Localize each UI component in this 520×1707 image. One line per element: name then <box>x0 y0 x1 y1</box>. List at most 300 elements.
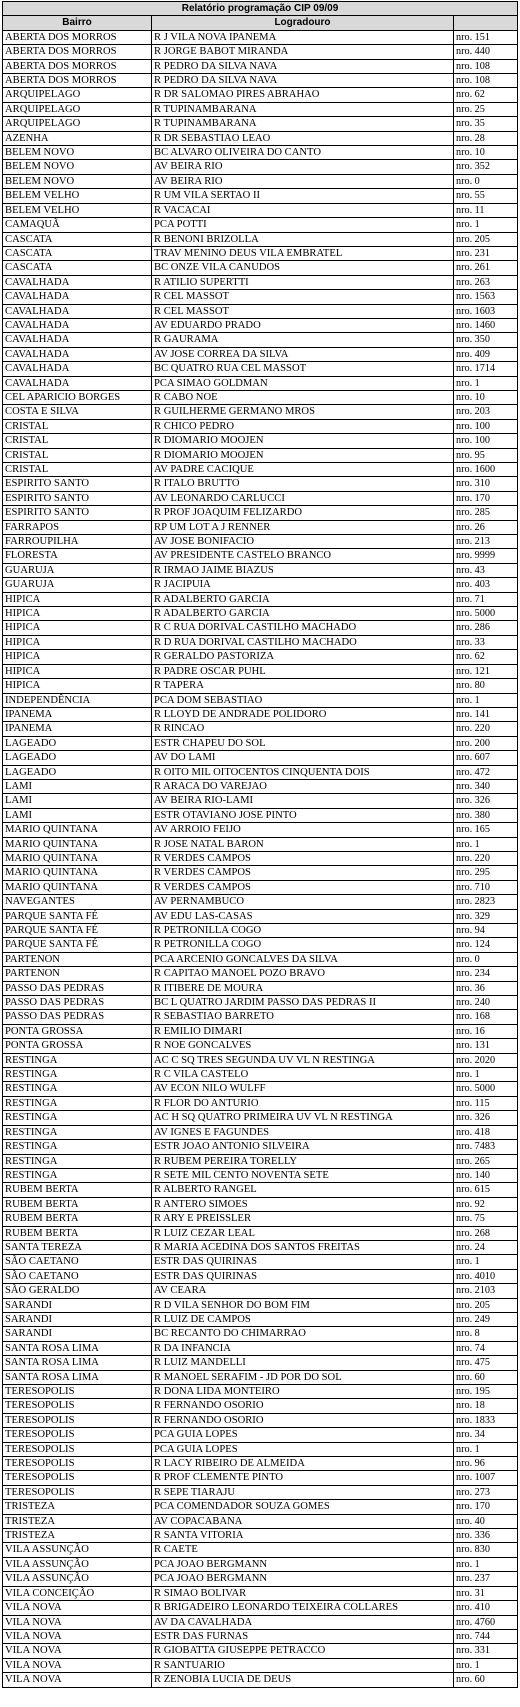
cell-bairro: HIPICA <box>3 607 152 621</box>
cell-numero: nro. 1 <box>454 218 518 232</box>
cell-numero: nro. 475 <box>454 1356 518 1370</box>
cell-numero: nro. 200 <box>454 736 518 750</box>
cell-logradouro: R ITALO BRUTTO <box>152 477 454 491</box>
cell-numero: nro. 2823 <box>454 895 518 909</box>
cell-bairro: RESTINGA <box>3 1111 152 1125</box>
table-row <box>3 218 518 232</box>
table-row <box>3 967 518 981</box>
cell-numero: nro. 273 <box>454 1485 518 1499</box>
cell-logradouro: PCA SIMAO GOLDMAN <box>152 376 454 390</box>
cell-numero: nro. 205 <box>454 1298 518 1312</box>
cell-bairro: FARROUPILHA <box>3 535 152 549</box>
table-row <box>3 635 518 649</box>
table-row <box>3 189 518 203</box>
cell-bairro: RESTINGA <box>3 1096 152 1110</box>
cell-numero: nro. 170 <box>454 1500 518 1514</box>
cell-bairro: CAVALHADA <box>3 318 152 332</box>
table-row <box>3 347 518 361</box>
table-row <box>3 1529 518 1543</box>
table-row <box>3 693 518 707</box>
table-row <box>3 1212 518 1226</box>
table-row <box>3 1644 518 1658</box>
table-row <box>3 880 518 894</box>
cell-bairro: LAMI <box>3 779 152 793</box>
cell-logradouro: R ADALBERTO GARCIA <box>152 592 454 606</box>
cell-logradouro: R DR SEBASTIAO LEAO <box>152 131 454 145</box>
cell-numero: nro. 213 <box>454 535 518 549</box>
cell-numero: nro. 409 <box>454 347 518 361</box>
cell-logradouro: R JOSE NATAL BARON <box>152 837 454 851</box>
cell-numero: nro. 5000 <box>454 607 518 621</box>
cell-logradouro: R SEBASTIAO BARRETO <box>152 1010 454 1024</box>
cell-logradouro: BC ALVARO OLIVEIRA DO CANTO <box>152 146 454 160</box>
cell-logradouro: R ITIBERE DE MOURA <box>152 981 454 995</box>
cell-logradouro: R IRMAO JAIME BIAZUS <box>152 563 454 577</box>
cell-bairro: PONTA GROSSA <box>3 1039 152 1053</box>
cell-numero: nro. 2020 <box>454 1053 518 1067</box>
cell-logradouro: R VERDES CAMPOS <box>152 851 454 865</box>
cell-logradouro: R RINCAO <box>152 722 454 736</box>
cell-logradouro: R CHICO PEDRO <box>152 419 454 433</box>
cell-numero: nro. 231 <box>454 246 518 260</box>
cell-logradouro: R PETRONILLA COGO <box>152 938 454 952</box>
cell-bairro: MARIO QUINTANA <box>3 837 152 851</box>
report-table <box>2 1 518 1688</box>
cell-numero: nro. 326 <box>454 794 518 808</box>
cell-logradouro: R LLOYD DE ANDRADE POLIDORO <box>152 707 454 721</box>
table-row <box>3 794 518 808</box>
cell-logradouro: R ADALBERTO GARCIA <box>152 607 454 621</box>
cell-numero: nro. 131 <box>454 1039 518 1053</box>
table-row <box>3 333 518 347</box>
table-row <box>3 1082 518 1096</box>
cell-bairro: BELEM VELHO <box>3 203 152 217</box>
cell-numero: nro. 9999 <box>454 549 518 563</box>
cell-numero: nro. 440 <box>454 45 518 59</box>
cell-numero: nro. 108 <box>454 59 518 73</box>
cell-logradouro: R MARIA ACEDINA DOS SANTOS FREITAS <box>152 1240 454 1254</box>
cell-logradouro: BC RECANTO DO CHIMARRAO <box>152 1327 454 1341</box>
cell-numero: nro. 26 <box>454 520 518 534</box>
cell-bairro: PARTENON <box>3 967 152 981</box>
table-row <box>3 1385 518 1399</box>
table-row <box>3 362 518 376</box>
cell-numero: nro. 1 <box>454 1557 518 1571</box>
table-row <box>3 246 518 260</box>
cell-logradouro: R ARACA DO VAREJAO <box>152 779 454 793</box>
cell-bairro: ABERTA DOS MORROS <box>3 45 152 59</box>
cell-numero: nro. 1 <box>454 1658 518 1672</box>
cell-logradouro: PCA COMENDADOR SOUZA GOMES <box>152 1500 454 1514</box>
cell-numero: nro. 195 <box>454 1385 518 1399</box>
cell-numero: nro. 310 <box>454 477 518 491</box>
cell-bairro: VILA ASSUNÇÃO <box>3 1557 152 1571</box>
cell-numero: nro. 1 <box>454 1068 518 1082</box>
table-row <box>3 59 518 73</box>
cell-bairro: ESPIRITO SANTO <box>3 477 152 491</box>
cell-numero: nro. 95 <box>454 448 518 462</box>
cell-numero: nro. 240 <box>454 996 518 1010</box>
table-row <box>3 203 518 217</box>
cell-numero: nro. 71 <box>454 592 518 606</box>
cell-logradouro: R JORGE BABOT MIRANDA <box>152 45 454 59</box>
cell-numero: nro. 403 <box>454 578 518 592</box>
table-row <box>3 1471 518 1485</box>
cell-logradouro: R GERALDO PASTORIZA <box>152 650 454 664</box>
table-row <box>3 1039 518 1053</box>
cell-numero: nro. 25 <box>454 102 518 116</box>
cell-bairro: COSTA E SILVA <box>3 405 152 419</box>
cell-logradouro: R GAURAMA <box>152 333 454 347</box>
cell-logradouro: R VERDES CAMPOS <box>152 866 454 880</box>
cell-logradouro: R D VILA SENHOR DO BOM FIM <box>152 1298 454 1312</box>
cell-numero: nro. 18 <box>454 1399 518 1413</box>
table-row <box>3 1457 518 1471</box>
cell-bairro: BELEM NOVO <box>3 146 152 160</box>
cell-bairro: HIPICA <box>3 679 152 693</box>
cell-bairro: TERESOPOLIS <box>3 1428 152 1442</box>
table-row <box>3 117 518 131</box>
cell-logradouro: R D RUA DORIVAL CASTILHO MACHADO <box>152 635 454 649</box>
cell-logradouro: R MANOEL SERAFIM - JD POR DO SOL <box>152 1370 454 1384</box>
cell-bairro: ABERTA DOS MORROS <box>3 74 152 88</box>
table-row <box>3 1096 518 1110</box>
cell-logradouro: AV LEONARDO CARLUCCI <box>152 491 454 505</box>
cell-numero: nro. 352 <box>454 160 518 174</box>
table-row <box>3 1356 518 1370</box>
cell-bairro: BELEM NOVO <box>3 174 152 188</box>
cell-bairro: SANTA ROSA LIMA <box>3 1341 152 1355</box>
table-row <box>3 491 518 505</box>
cell-logradouro: PCA JOAO BERGMANN <box>152 1557 454 1571</box>
cell-logradouro: R ZENOBIA LUCIA DE DEUS <box>152 1673 454 1687</box>
cell-numero: nro. 24 <box>454 1240 518 1254</box>
cell-logradouro: ESTR CHAPEU DO SOL <box>152 736 454 750</box>
cell-numero: nro. 80 <box>454 679 518 693</box>
cell-numero: nro. 7483 <box>454 1140 518 1154</box>
table-row <box>3 520 518 534</box>
cell-bairro: TERESOPOLIS <box>3 1385 152 1399</box>
cell-logradouro: R SIMAO BOLIVAR <box>152 1586 454 1600</box>
cell-bairro: LAGEADO <box>3 751 152 765</box>
table-row <box>3 131 518 145</box>
table-row <box>3 1168 518 1182</box>
cell-logradouro: AC C SQ TRES SEGUNDA UV VL N RESTINGA <box>152 1053 454 1067</box>
cell-numero: nro. 16 <box>454 1024 518 1038</box>
cell-bairro: VILA ASSUNÇÃO <box>3 1543 152 1557</box>
table-row <box>3 1514 518 1528</box>
table-row <box>3 275 518 289</box>
table-row <box>3 837 518 851</box>
cell-numero: nro. 31 <box>454 1586 518 1600</box>
cell-bairro: HIPICA <box>3 592 152 606</box>
cell-numero: nro. 1 <box>454 376 518 390</box>
cell-numero: nro. 35 <box>454 117 518 131</box>
table-row <box>3 1226 518 1240</box>
cell-logradouro: R EMILIO DIMARI <box>152 1024 454 1038</box>
cell-numero: nro. 220 <box>454 722 518 736</box>
table-row <box>3 405 518 419</box>
cell-numero: nro. 380 <box>454 808 518 822</box>
cell-numero: nro. 40 <box>454 1514 518 1528</box>
cell-bairro: AZENHA <box>3 131 152 145</box>
cell-logradouro: ESTR DAS QUIRINAS <box>152 1269 454 1283</box>
table-row <box>3 30 518 44</box>
cell-bairro: VILA NOVA <box>3 1601 152 1615</box>
cell-bairro: TERESOPOLIS <box>3 1471 152 1485</box>
cell-bairro: ARQUIPELAGO <box>3 102 152 116</box>
cell-numero: nro. 326 <box>454 1111 518 1125</box>
cell-logradouro: R PADRE OSCAR PUHL <box>152 664 454 678</box>
cell-numero: nro. 744 <box>454 1629 518 1643</box>
cell-bairro: FLORESTA <box>3 549 152 563</box>
cell-bairro: VILA NOVA <box>3 1673 152 1687</box>
cell-bairro: LAMI <box>3 794 152 808</box>
cell-numero: nro. 140 <box>454 1168 518 1182</box>
table-row <box>3 376 518 390</box>
cell-numero: nro. 62 <box>454 88 518 102</box>
cell-bairro: RUBEM BERTA <box>3 1183 152 1197</box>
table-row <box>3 563 518 577</box>
cell-bairro: CEL APARICIO BORGES <box>3 390 152 404</box>
cell-bairro: ARQUIPELAGO <box>3 117 152 131</box>
table-row <box>3 851 518 865</box>
table-row <box>3 535 518 549</box>
cell-numero: nro. 115 <box>454 1096 518 1110</box>
cell-numero: nro. 410 <box>454 1601 518 1615</box>
cell-logradouro: R VERDES CAMPOS <box>152 880 454 894</box>
cell-logradouro: AV ARROIO FEIJO <box>152 823 454 837</box>
cell-numero: nro. 10 <box>454 146 518 160</box>
cell-bairro: VILA NOVA <box>3 1644 152 1658</box>
cell-logradouro: R C RUA DORIVAL CASTILHO MACHADO <box>152 621 454 635</box>
cell-numero: nro. 0 <box>454 952 518 966</box>
cell-numero: nro. 265 <box>454 1154 518 1168</box>
cell-numero: nro. 43 <box>454 563 518 577</box>
cell-numero: nro. 615 <box>454 1183 518 1197</box>
cell-logradouro: R ALBERTO RANGEL <box>152 1183 454 1197</box>
table-row <box>3 1125 518 1139</box>
cell-bairro: SANTA TEREZA <box>3 1240 152 1254</box>
cell-bairro: HIPICA <box>3 664 152 678</box>
cell-numero: nro. 74 <box>454 1341 518 1355</box>
table-row <box>3 1183 518 1197</box>
table-row <box>3 88 518 102</box>
cell-numero: nro. 96 <box>454 1457 518 1471</box>
cell-numero: nro. 472 <box>454 765 518 779</box>
cell-numero: nro. 418 <box>454 1125 518 1139</box>
table-row <box>3 1399 518 1413</box>
table-row <box>3 895 518 909</box>
cell-numero: nro. 1714 <box>454 362 518 376</box>
table-row <box>3 1413 518 1427</box>
cell-logradouro: AV BEIRA RIO <box>152 174 454 188</box>
cell-logradouro: BC ONZE VILA CANUDOS <box>152 261 454 275</box>
table-row <box>3 232 518 246</box>
cell-logradouro: AV CEARA <box>152 1284 454 1298</box>
table-row <box>3 823 518 837</box>
cell-numero: nro. 36 <box>454 981 518 995</box>
cell-logradouro: ESTR JOAO ANTONIO SILVEIRA <box>152 1140 454 1154</box>
cell-numero: nro. 1 <box>454 1442 518 1456</box>
cell-bairro: SÃO CAETANO <box>3 1269 152 1283</box>
cell-numero: nro. 340 <box>454 779 518 793</box>
cell-logradouro: R TUPINAMBARANA <box>152 102 454 116</box>
cell-numero: nro. 1 <box>454 693 518 707</box>
cell-bairro: CAVALHADA <box>3 362 152 376</box>
cell-numero: nro. 220 <box>454 851 518 865</box>
cell-logradouro: AV ECON NILO WULFF <box>152 1082 454 1096</box>
cell-numero: nro. 60 <box>454 1673 518 1687</box>
cell-bairro: MARIO QUINTANA <box>3 866 152 880</box>
cell-numero: nro. 94 <box>454 924 518 938</box>
cell-bairro: CRISTAL <box>3 419 152 433</box>
cell-logradouro: AV JOSE BONIFACIO <box>152 535 454 549</box>
cell-numero: nro. 100 <box>454 419 518 433</box>
cell-numero: nro. 28 <box>454 131 518 145</box>
cell-bairro: FARRAPOS <box>3 520 152 534</box>
column-header-numero <box>454 16 518 30</box>
cell-logradouro: R SANTA VITORIA <box>152 1529 454 1543</box>
cell-bairro: VILA NOVA <box>3 1658 152 1672</box>
cell-logradouro: R FERNANDO OSORIO <box>152 1399 454 1413</box>
cell-bairro: VILA CONCEIÇÃO <box>3 1586 152 1600</box>
table-row <box>3 996 518 1010</box>
cell-logradouro: R GIOBATTA GIUSEPPE PETRACCO <box>152 1644 454 1658</box>
cell-logradouro: PCA ARCENIO GONCALVES DA SILVA <box>152 952 454 966</box>
cell-logradouro: R UM VILA SERTAO II <box>152 189 454 203</box>
cell-bairro: ABERTA DOS MORROS <box>3 59 152 73</box>
cell-numero: nro. 8 <box>454 1327 518 1341</box>
cell-bairro: LAGEADO <box>3 736 152 750</box>
report-title: Relatório programação CIP 09/09 <box>3 2 518 16</box>
header-row <box>3 16 518 30</box>
cell-logradouro: AV BEIRA RIO-LAMI <box>152 794 454 808</box>
table-row <box>3 621 518 635</box>
table-row <box>3 1557 518 1571</box>
cell-logradouro: R TUPINAMBARANA <box>152 117 454 131</box>
cell-bairro: INDEPENDÊNCIA <box>3 693 152 707</box>
table-row <box>3 1500 518 1514</box>
cell-bairro: TERESOPOLIS <box>3 1485 152 1499</box>
column-header-bairro: Bairro <box>3 16 152 30</box>
cell-bairro: PARQUE SANTA FÉ <box>3 909 152 923</box>
table-row <box>3 722 518 736</box>
cell-logradouro: BC QUATRO RUA CEL MASSOT <box>152 362 454 376</box>
cell-bairro: RESTINGA <box>3 1082 152 1096</box>
cell-logradouro: PCA POTTI <box>152 218 454 232</box>
cell-logradouro: AV PERNAMBUCO <box>152 895 454 909</box>
cell-bairro: MARIO QUINTANA <box>3 880 152 894</box>
table-row <box>3 390 518 404</box>
cell-logradouro: R DR SALOMAO PIRES ABRAHAO <box>152 88 454 102</box>
table-row <box>3 1615 518 1629</box>
cell-logradouro: R OITO MIL OITOCENTOS CINQUENTA DOIS <box>152 765 454 779</box>
table-row <box>3 707 518 721</box>
cell-bairro: LAMI <box>3 808 152 822</box>
cell-bairro: CAVALHADA <box>3 376 152 390</box>
cell-bairro: CASCATA <box>3 261 152 275</box>
cell-numero: nro. 234 <box>454 967 518 981</box>
table-row <box>3 664 518 678</box>
cell-numero: nro. 1460 <box>454 318 518 332</box>
table-row <box>3 102 518 116</box>
cell-bairro: RESTINGA <box>3 1068 152 1082</box>
cell-numero: nro. 1 <box>454 837 518 851</box>
table-row <box>3 1024 518 1038</box>
table-row <box>3 1298 518 1312</box>
cell-numero: nro. 1600 <box>454 463 518 477</box>
cell-bairro: SANTA ROSA LIMA <box>3 1356 152 1370</box>
table-row <box>3 448 518 462</box>
cell-logradouro: R BRIGADEIRO LEONARDO TEIXEIRA COLLARES <box>152 1601 454 1615</box>
cell-numero: nro. 34 <box>454 1428 518 1442</box>
cell-bairro: TERESOPOLIS <box>3 1399 152 1413</box>
table-row <box>3 549 518 563</box>
cell-logradouro: AV EDUARDO PRADO <box>152 318 454 332</box>
cell-bairro: ESPIRITO SANTO <box>3 506 152 520</box>
cell-logradouro: R BENONI BRIZOLLA <box>152 232 454 246</box>
cell-bairro: TRISTEZA <box>3 1514 152 1528</box>
cell-bairro: CRISTAL <box>3 434 152 448</box>
cell-numero: nro. 60 <box>454 1370 518 1384</box>
table-row <box>3 45 518 59</box>
cell-bairro: PASSO DAS PEDRAS <box>3 1010 152 1024</box>
cell-bairro: GUARUJA <box>3 578 152 592</box>
cell-bairro: HIPICA <box>3 635 152 649</box>
cell-bairro: ABERTA DOS MORROS <box>3 30 152 44</box>
table-body <box>3 30 518 1687</box>
cell-numero: nro. 237 <box>454 1572 518 1586</box>
cell-logradouro: AV PRESIDENTE CASTELO BRANCO <box>152 549 454 563</box>
cell-bairro: RESTINGA <box>3 1053 152 1067</box>
cell-bairro: CAMAQUÃ <box>3 218 152 232</box>
table-row <box>3 290 518 304</box>
cell-bairro: TRISTEZA <box>3 1529 152 1543</box>
cell-logradouro: R CAETE <box>152 1543 454 1557</box>
cell-bairro: RESTINGA <box>3 1125 152 1139</box>
table-row <box>3 463 518 477</box>
cell-bairro: VILA ASSUNÇÃO <box>3 1572 152 1586</box>
table-row <box>3 1428 518 1442</box>
table-row <box>3 1240 518 1254</box>
table-row <box>3 578 518 592</box>
table-row <box>3 1673 518 1687</box>
cell-logradouro: R LUIZ DE CAMPOS <box>152 1312 454 1326</box>
cell-bairro: BELEM VELHO <box>3 189 152 203</box>
cell-logradouro: R DIOMARIO MOOJEN <box>152 434 454 448</box>
table-row <box>3 866 518 880</box>
cell-bairro: CAVALHADA <box>3 347 152 361</box>
cell-bairro: RUBEM BERTA <box>3 1197 152 1211</box>
cell-bairro: PASSO DAS PEDRAS <box>3 981 152 995</box>
table-row <box>3 1370 518 1384</box>
cell-bairro: CAVALHADA <box>3 290 152 304</box>
cell-bairro: RESTINGA <box>3 1168 152 1182</box>
table-row <box>3 1312 518 1326</box>
cell-bairro: SARANDI <box>3 1298 152 1312</box>
cell-bairro: PARTENON <box>3 952 152 966</box>
cell-bairro: PARQUE SANTA FÉ <box>3 924 152 938</box>
cell-logradouro: AC H SQ QUATRO PRIMEIRA UV VL N RESTINGA <box>152 1111 454 1125</box>
cell-logradouro: R C VILA CASTELO <box>152 1068 454 1082</box>
cell-logradouro: TRAV MENINO DEUS VILA EMBRATEL <box>152 246 454 260</box>
table-row <box>3 952 518 966</box>
cell-numero: nro. 4760 <box>454 1615 518 1629</box>
cell-logradouro: PCA DOM SEBASTIAO <box>152 693 454 707</box>
cell-numero: nro. 55 <box>454 189 518 203</box>
cell-numero: nro. 1563 <box>454 290 518 304</box>
